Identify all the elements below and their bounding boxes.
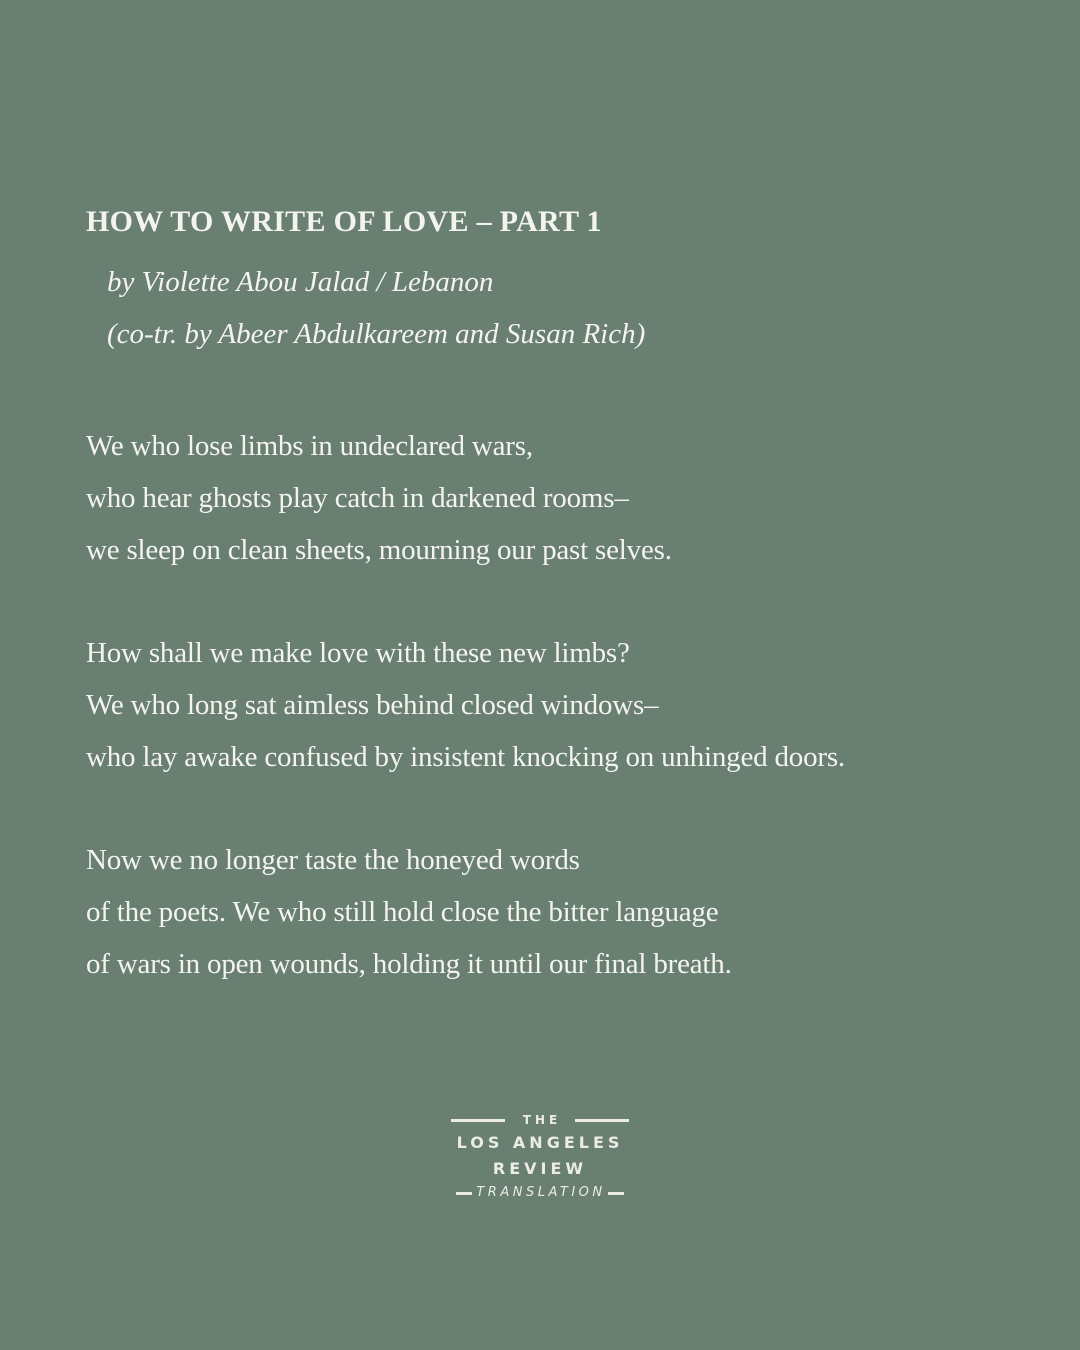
logo-rule-left (451, 1119, 505, 1122)
stanza-2 (86, 627, 845, 783)
logo-name-line1: LOS ANGELES (456, 1133, 624, 1152)
logo-rule-right (575, 1119, 629, 1122)
logo-rule-left-short (456, 1192, 472, 1195)
translators-line: (co-tr. by Abeer Abdulkareem and Susan Rich) (107, 318, 646, 350)
poem-line: We who lose limbs in undeclared wars, (86, 430, 533, 462)
poem-line: who lay awake confused by insistent knocking on unhinged doors. (86, 741, 845, 773)
poem-line: Now we no longer taste the honeyed words (86, 844, 580, 876)
logo-rule-right-short (608, 1192, 624, 1195)
poem-line: of the poets. We who still hold close the bitter language (86, 896, 719, 928)
lar-translation-logo (450, 1110, 630, 1204)
poem-line: We who long sat aimless behind closed windows– (86, 689, 659, 721)
poem-line: we sleep on clean sheets, mourning our past selves. (86, 534, 672, 566)
poem-line: who hear ghosts play catch in darkened rooms– (86, 482, 629, 514)
logo-the: THE (522, 1113, 562, 1127)
logo-top-row (450, 1110, 630, 1130)
logo-name-line2: REVIEW (492, 1159, 588, 1178)
poem-line: of wars in open wounds, holding it until our final breath. (86, 948, 732, 980)
poem-title: HOW TO WRITE OF LOVE – PART 1 (86, 205, 602, 238)
stanza-3 (86, 834, 732, 990)
author-line: by Violette Abou Jalad / Lebanon (107, 266, 494, 298)
poem-line: How shall we make love with these new limbs? (86, 637, 630, 669)
stanza-1 (86, 420, 672, 576)
logo-bottom-row (450, 1182, 630, 1204)
logo-section: TRANSLATION (476, 1185, 606, 1200)
